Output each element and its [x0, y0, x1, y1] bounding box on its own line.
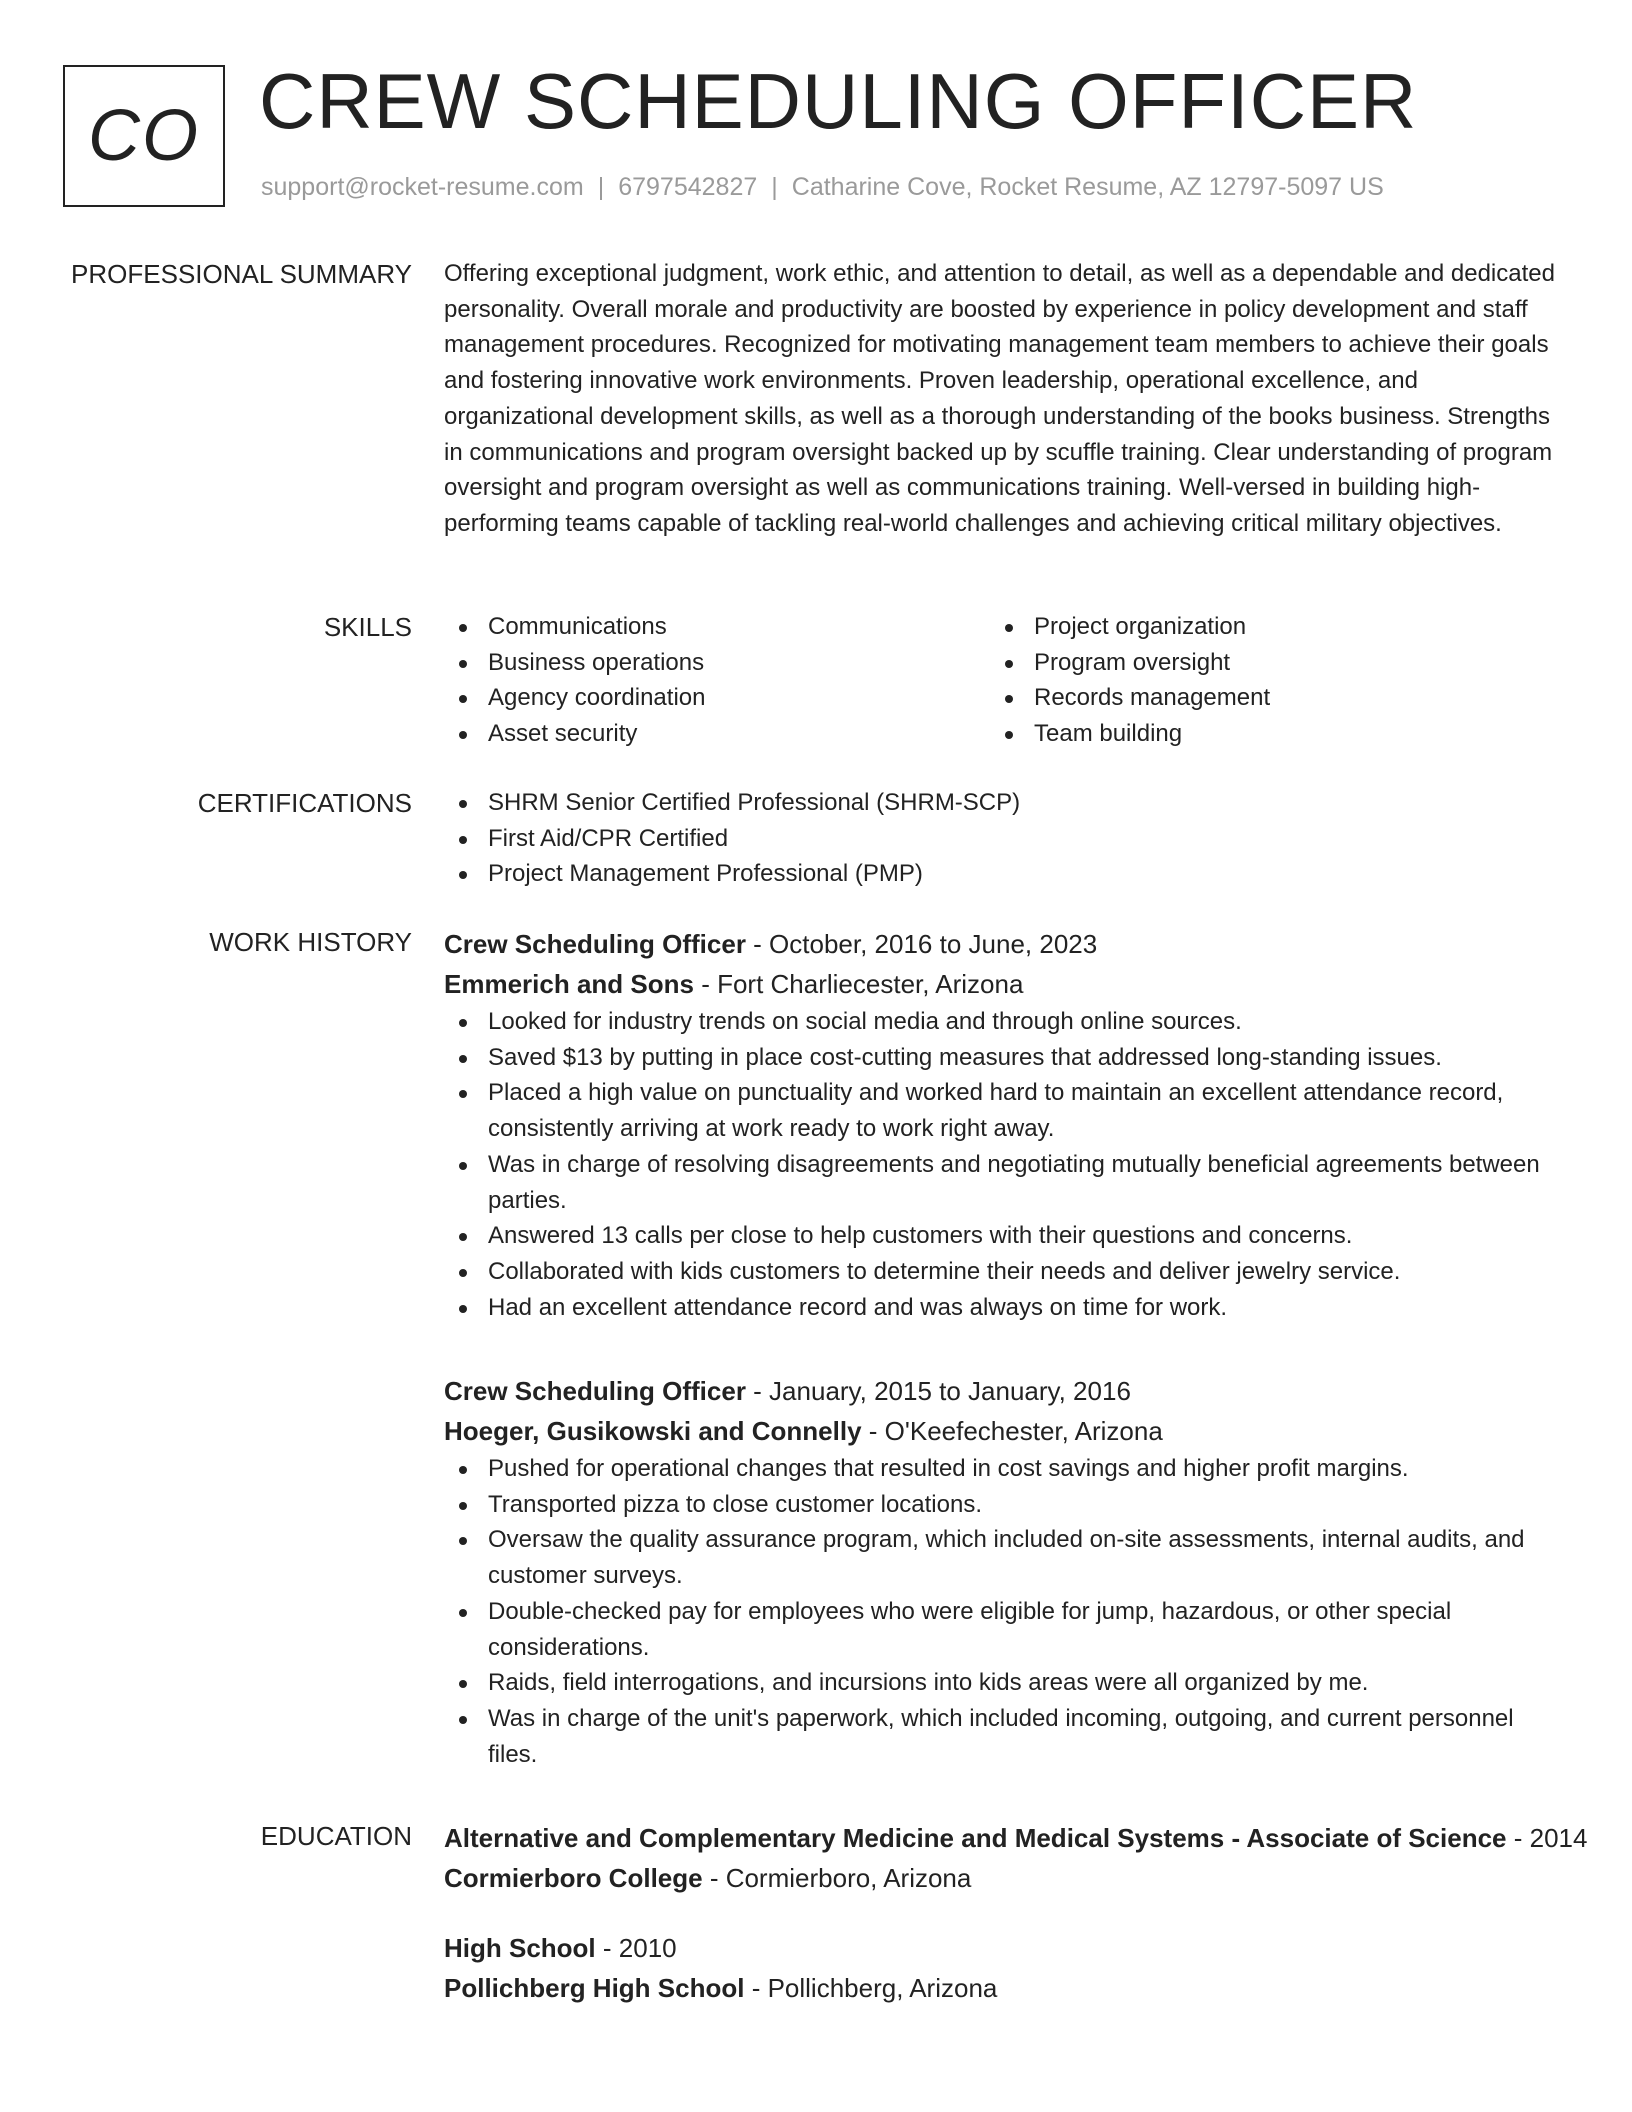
- certification-item: First Aid/CPR Certified: [444, 821, 1564, 857]
- education-label: EDUCATION: [260, 1821, 412, 1851]
- skills-label: SKILLS: [323, 612, 412, 642]
- job-bullet: Pushed for operational changes that resulted in cost savings and higher profit margins.: [444, 1451, 1564, 1487]
- certifications-label: CERTIFICATIONS: [197, 788, 412, 818]
- education-degree-line: [444, 1818, 1588, 1858]
- contact-address: Catharine Cove, Rocket Resume, AZ 12797-5097 US: [791, 173, 1384, 201]
- education-school: Cormierboro College: [444, 1863, 703, 1893]
- work-label: WORK HISTORY: [209, 927, 412, 957]
- certifications-list: [444, 785, 1564, 892]
- job-bullet: Transported pizza to close customer locations.: [444, 1487, 1564, 1523]
- education-year: - 2014: [1506, 1823, 1588, 1853]
- job-dates: - January, 2015 to January, 2016: [745, 1376, 1131, 1406]
- skill-item: Records management: [990, 680, 1536, 716]
- skill-item: Team building: [990, 716, 1536, 752]
- summary-text: Offering exceptional judgment, work ethic, and attention to detail, as well as a dependable and dedicated personality. Overall morale and productivity are boosted by experience in policy development and staff management procedures. Recognized for motivating management team members to achieve their goals and fostering innovative work environments. Proven leadership, operational excellence, and organizational development skills, as well as a thorough understanding of the books business. Strengths in communications and program oversight backed up by scuffle training. Clear understanding of program oversight and program oversight as well as communications training. Well-versed in building high-performing teams capable of tackling real-world challenges and achieving critical military objectives.: [444, 260, 1555, 537]
- skills-list-right: [990, 609, 1536, 752]
- education-location: - Cormierboro, Arizona: [702, 1863, 972, 1893]
- job-bullet: Answered 13 calls per close to help customers with their questions and concerns.: [444, 1218, 1564, 1254]
- job-entry: [444, 1371, 1564, 1772]
- job-location: - O'Keefechester, Arizona: [861, 1416, 1163, 1446]
- job-title-line: [444, 924, 1564, 964]
- education-school: Pollichberg High School: [444, 1973, 745, 2003]
- job-title: Crew Scheduling Officer: [444, 1376, 746, 1406]
- job-bullet: Had an excellent attendance record and was always on time for work.: [444, 1290, 1564, 1326]
- job-bullet: Double-checked pay for employees who were eligible for jump, hazardous, or other special considerations.: [444, 1594, 1564, 1665]
- job-bullet: Was in charge of resolving disagreements and negotiating mutually beneficial agreements between parties.: [444, 1147, 1564, 1218]
- certification-item: SHRM Senior Certified Professional (SHRM-SCP): [444, 785, 1564, 821]
- education-degree-line: [444, 1928, 1564, 1968]
- skill-item: Agency coordination: [444, 680, 990, 716]
- education-entry: [444, 1818, 1588, 1898]
- job-bullets: [444, 1451, 1564, 1772]
- summary-label: PROFESSIONAL SUMMARY: [71, 259, 412, 289]
- job-bullet: Looked for industry trends on social media and through online sources.: [444, 1004, 1564, 1040]
- skill-item: Project organization: [990, 609, 1536, 645]
- job-company: Emmerich and Sons: [444, 969, 694, 999]
- education-location: - Pollichberg, Arizona: [744, 1973, 998, 2003]
- job-title-line: [444, 1371, 1564, 1411]
- job-company: Hoeger, Gusikowski and Connelly: [444, 1416, 862, 1446]
- contact-phone[interactable]: 6797542827: [618, 173, 758, 201]
- skill-item: Business operations: [444, 645, 990, 681]
- job-bullet: Collaborated with kids customers to determine their needs and deliver jewelry service.: [444, 1254, 1564, 1290]
- monogram: CO: [63, 65, 225, 207]
- education-school-line: [444, 1968, 1564, 2008]
- skill-item: Program oversight: [990, 645, 1536, 681]
- job-bullet: Placed a high value on punctuality and worked hard to maintain an excellent attendance record, consistently arriving at work ready to work right away.: [444, 1075, 1564, 1146]
- job-bullet: Oversaw the quality assurance program, which included on-site assessments, internal audits, and customer surveys.: [444, 1522, 1564, 1593]
- contact-separator: |: [597, 173, 605, 201]
- job-entry: [444, 924, 1564, 1325]
- education-entry: [444, 1928, 1564, 2008]
- certification-item: Project Management Professional (PMP): [444, 856, 1564, 892]
- job-location: - Fort Charliecester, Arizona: [693, 969, 1024, 999]
- job-bullets: [444, 1004, 1564, 1325]
- education-degree: Alternative and Complementary Medicine and Medical Systems - Associate of Science: [444, 1823, 1507, 1853]
- contact-email[interactable]: support@rocket-resume.com: [261, 173, 584, 201]
- job-bullet: Raids, field interrogations, and incursions into kids areas were all organized by me.: [444, 1665, 1564, 1701]
- job-bullet: Saved $13 by putting in place cost-cutting measures that addressed long-standing issues.: [444, 1040, 1564, 1076]
- skill-item: Asset security: [444, 716, 990, 752]
- job-dates: - October, 2016 to June, 2023: [745, 929, 1098, 959]
- job-bullet: Was in charge of the unit's paperwork, which included incoming, outgoing, and current personnel files.: [444, 1701, 1564, 1772]
- job-title: Crew Scheduling Officer: [444, 929, 746, 959]
- education-year: - 2010: [595, 1933, 677, 1963]
- skill-item: Communications: [444, 609, 990, 645]
- skills-list-left: [444, 609, 990, 752]
- education-school-line: [444, 1858, 1564, 1898]
- resume-name: CREW SCHEDULING OFFICER: [259, 57, 1418, 145]
- education-degree: High School: [444, 1933, 596, 1963]
- job-company-line: [444, 1411, 1564, 1451]
- contact-line: [261, 173, 1384, 202]
- contact-separator: |: [771, 173, 778, 201]
- job-company-line: [444, 964, 1564, 1004]
